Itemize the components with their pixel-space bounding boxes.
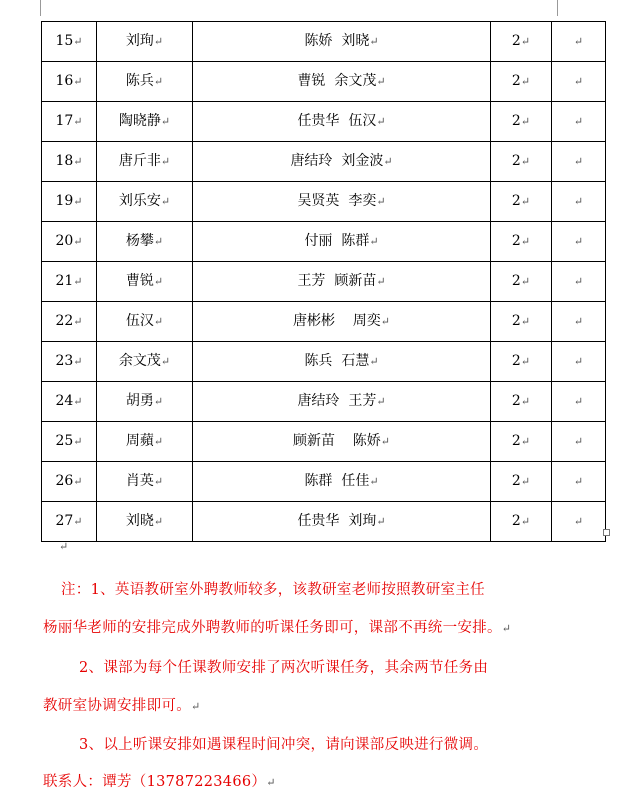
observation-count-cell[interactable] (491, 182, 552, 222)
cell-end-mark-icon: ↵ (160, 155, 171, 168)
remark-cell[interactable] (552, 222, 606, 262)
cell-end-mark-icon: ↵ (520, 315, 531, 328)
row-number-cell[interactable] (42, 342, 97, 382)
table-row (42, 102, 606, 142)
cell-end-mark-icon: ↵ (573, 155, 584, 168)
row-number-cell-text: 21 (55, 273, 74, 289)
cell-end-mark-icon: ↵ (73, 275, 83, 288)
cell-end-mark-icon: ↵ (369, 35, 379, 48)
note-line-4 (43, 694, 201, 715)
row-number-cell[interactable] (42, 302, 97, 342)
row-number-cell-text: 22 (55, 313, 74, 329)
teacher-name-cell-text: 余文茂 (118, 353, 161, 369)
remark-cell[interactable] (552, 262, 606, 302)
observers-cell[interactable] (193, 302, 491, 342)
cell-end-mark-icon: ↵ (73, 75, 83, 88)
observers-cell-text: 任贵华 刘珣 (297, 513, 377, 529)
cell-end-mark-icon: ↵ (153, 235, 164, 248)
teacher-name-cell-text: 唐斤非 (118, 153, 161, 169)
table-row (42, 262, 606, 302)
row-number-cell-text: 19 (55, 193, 74, 209)
note-line-5-text: 3、以上听课安排如遇课程时间冲突，请向课部反映进行微调。 (79, 737, 489, 753)
observation-count-cell-text: 2 (511, 273, 521, 289)
teacher-name-cell[interactable] (97, 342, 193, 382)
contact-text: 联系人：谭芳（13787223466） (43, 774, 267, 790)
cell-end-mark-icon: ↵ (376, 195, 386, 208)
table-row (42, 422, 606, 462)
row-number-cell-text: 20 (55, 233, 74, 249)
row-number-cell[interactable] (42, 382, 97, 422)
cell-end-mark-icon: ↵ (520, 115, 531, 128)
observers-cell-text: 陈娇 刘晓 (304, 33, 370, 49)
table-row (42, 462, 606, 502)
teacher-name-cell-text: 陶晓静 (118, 113, 161, 129)
cell-end-mark-icon: ↵ (73, 475, 83, 488)
cell-end-mark-icon: ↵ (520, 435, 531, 448)
row-number-cell[interactable] (42, 182, 97, 222)
observation-count-cell-text: 2 (511, 233, 521, 249)
teacher-name-cell[interactable] (97, 142, 193, 182)
cell-end-mark-icon: ↵ (369, 355, 379, 368)
observation-count-cell-text: 2 (511, 433, 521, 449)
teacher-name-cell-text: 陈兵 (125, 73, 154, 89)
cell-end-mark-icon: ↵ (573, 475, 584, 488)
row-number-cell-text: 16 (55, 73, 74, 89)
teacher-name-cell[interactable] (97, 62, 193, 102)
table-row (42, 62, 606, 102)
paragraph-mark-icon: ↵ (191, 700, 201, 713)
cell-end-mark-icon: ↵ (73, 35, 83, 48)
table-row (42, 302, 606, 342)
observation-count-cell-text: 2 (511, 33, 521, 49)
remark-cell[interactable] (552, 502, 606, 542)
observation-count-cell[interactable] (491, 302, 552, 342)
row-number-cell[interactable] (42, 102, 97, 142)
cell-end-mark-icon: ↵ (153, 515, 164, 528)
observation-count-cell[interactable] (491, 382, 552, 422)
teacher-name-cell-text: 肖英 (125, 473, 154, 489)
observers-cell-text: 唐结玲 王芳 (297, 393, 377, 409)
remark-cell[interactable] (552, 102, 606, 142)
cell-end-mark-icon: ↵ (520, 155, 531, 168)
observers-cell[interactable] (193, 222, 491, 262)
teacher-name-cell[interactable] (97, 382, 193, 422)
table-row (42, 222, 606, 262)
teacher-name-cell[interactable] (97, 222, 193, 262)
teacher-name-cell[interactable] (97, 22, 193, 62)
cell-end-mark-icon: ↵ (160, 195, 171, 208)
remark-cell[interactable] (552, 382, 606, 422)
cell-end-mark-icon: ↵ (153, 275, 164, 288)
observers-cell-text: 曹锐 余文茂 (297, 73, 377, 89)
remark-cell[interactable] (552, 302, 606, 342)
teacher-name-cell[interactable] (97, 502, 193, 542)
observers-cell[interactable] (193, 62, 491, 102)
observers-cell[interactable] (193, 342, 491, 382)
table-row (42, 142, 606, 182)
row-number-cell[interactable] (42, 22, 97, 62)
observers-cell-text: 顾新苗 陈娇 (292, 433, 381, 449)
teacher-name-cell[interactable] (97, 102, 193, 142)
row-number-cell[interactable] (42, 462, 97, 502)
observation-count-cell[interactable] (491, 222, 552, 262)
cell-end-mark-icon: ↵ (573, 115, 584, 128)
cell-end-mark-icon: ↵ (520, 355, 531, 368)
crop-mark-right (557, 0, 558, 16)
observers-cell-text: 陈群 任佳 (304, 473, 370, 489)
cell-end-mark-icon: ↵ (380, 315, 391, 328)
observation-count-cell[interactable] (491, 462, 552, 502)
cell-end-mark-icon: ↵ (573, 275, 584, 288)
note-line-3 (79, 656, 488, 677)
cell-end-mark-icon: ↵ (153, 475, 164, 488)
row-number-cell-text: 25 (55, 433, 74, 449)
observation-count-cell-text: 2 (511, 393, 521, 409)
note-line-1 (61, 578, 485, 599)
observers-cell-text: 付丽 陈群 (304, 233, 370, 249)
cell-end-mark-icon: ↵ (73, 515, 83, 528)
row-number-cell-text: 15 (55, 33, 74, 49)
observation-count-cell-text: 2 (511, 353, 521, 369)
cell-end-mark-icon: ↵ (73, 315, 83, 328)
cell-end-mark-icon: ↵ (520, 275, 531, 288)
table-row (42, 502, 606, 542)
observation-count-cell-text: 2 (511, 73, 521, 89)
note-line-2 (43, 616, 511, 637)
observers-cell-text: 唐彬彬 周奕 (292, 313, 381, 329)
cell-end-mark-icon: ↵ (153, 75, 164, 88)
observation-count-cell-text: 2 (511, 473, 521, 489)
cell-end-mark-icon: ↵ (376, 115, 386, 128)
observers-cell[interactable] (193, 462, 491, 502)
cell-end-mark-icon: ↵ (383, 155, 393, 168)
observers-cell-text: 王芳 顾新苗 (297, 273, 377, 289)
observation-count-cell[interactable] (491, 422, 552, 462)
cell-end-mark-icon: ↵ (573, 355, 584, 368)
cell-end-mark-icon: ↵ (73, 355, 83, 368)
cell-end-mark-icon: ↵ (73, 155, 83, 168)
note-line-3-text: 2、课部为每个任课教师安排了两次听课任务，其余两节任务由 (79, 660, 489, 676)
remark-cell[interactable] (552, 62, 606, 102)
cell-end-mark-icon: ↵ (573, 195, 584, 208)
cell-end-mark-icon: ↵ (153, 315, 164, 328)
row-number-cell-text: 18 (55, 153, 74, 169)
observers-cell-text: 陈兵 石慧 (304, 353, 370, 369)
observation-count-cell-text: 2 (511, 513, 521, 529)
teacher-name-cell[interactable] (97, 182, 193, 222)
teacher-name-cell-text: 胡勇 (125, 393, 154, 409)
observers-cell[interactable] (193, 22, 491, 62)
observation-count-cell[interactable] (491, 102, 552, 142)
remark-cell[interactable] (552, 462, 606, 502)
observation-count-cell[interactable] (491, 262, 552, 302)
observation-count-cell[interactable] (491, 342, 552, 382)
cell-end-mark-icon: ↵ (573, 395, 584, 408)
cell-end-mark-icon: ↵ (520, 235, 531, 248)
observers-cell[interactable] (193, 262, 491, 302)
cell-end-mark-icon: ↵ (369, 475, 379, 488)
observers-cell[interactable] (193, 102, 491, 142)
cell-end-mark-icon: ↵ (520, 75, 531, 88)
cell-end-mark-icon: ↵ (573, 515, 584, 528)
observation-count-cell[interactable] (491, 502, 552, 542)
row-number-cell-text: 23 (55, 353, 74, 369)
observation-count-cell-text: 2 (511, 113, 521, 129)
row-number-cell[interactable] (42, 502, 97, 542)
observers-cell[interactable] (193, 502, 491, 542)
table-row (42, 22, 606, 62)
note-line-1-text: 注：1、英语教研室外聘教师较多，该教研室老师按照教研室主任 (61, 582, 485, 598)
observation-count-cell[interactable] (491, 142, 552, 182)
cell-end-mark-icon: ↵ (73, 435, 83, 448)
row-number-cell-text: 24 (55, 393, 74, 409)
cell-end-mark-icon: ↵ (153, 435, 164, 448)
teacher-name-cell[interactable] (97, 262, 193, 302)
row-number-cell[interactable] (42, 262, 97, 302)
remark-cell[interactable] (552, 142, 606, 182)
teacher-name-cell[interactable] (97, 302, 193, 342)
cell-end-mark-icon: ↵ (376, 75, 386, 88)
teacher-name-cell-text: 刘珣 (125, 33, 154, 49)
table-row (42, 382, 606, 422)
contact-line (43, 770, 276, 791)
cell-end-mark-icon: ↵ (73, 195, 83, 208)
row-number-cell-text: 27 (55, 513, 74, 529)
row-number-cell-text: 17 (55, 113, 74, 129)
cell-end-mark-icon: ↵ (369, 235, 379, 248)
teacher-name-cell[interactable] (97, 422, 193, 462)
observation-count-cell[interactable] (491, 62, 552, 102)
note-line-5 (79, 733, 488, 754)
observation-count-cell-text: 2 (511, 193, 521, 209)
cell-end-mark-icon: ↵ (376, 395, 386, 408)
cell-end-mark-icon: ↵ (153, 395, 164, 408)
observation-count-cell-text: 2 (511, 153, 521, 169)
cell-end-mark-icon: ↵ (520, 395, 531, 408)
teacher-name-cell[interactable] (97, 462, 193, 502)
cell-end-mark-icon: ↵ (573, 75, 584, 88)
remark-cell[interactable] (552, 422, 606, 462)
teacher-name-cell-text: 伍汉 (125, 313, 154, 329)
observers-cell[interactable] (193, 422, 491, 462)
remark-cell[interactable] (552, 342, 606, 382)
observers-cell-text: 任贵华 伍汉 (297, 113, 377, 129)
paragraph-mark-icon: ↵ (59, 540, 69, 553)
cell-end-mark-icon: ↵ (573, 235, 584, 248)
paragraph-mark-icon: ↵ (266, 776, 276, 789)
row-number-cell-text: 26 (55, 473, 74, 489)
row-number-cell[interactable] (42, 422, 97, 462)
cell-end-mark-icon: ↵ (376, 515, 386, 528)
row-number-cell[interactable] (42, 142, 97, 182)
teacher-name-cell-text: 刘乐安 (118, 193, 161, 209)
observers-cell[interactable] (193, 382, 491, 422)
observers-cell-text: 唐结玲 刘金波 (290, 153, 384, 169)
cell-end-mark-icon: ↵ (73, 395, 83, 408)
teacher-name-cell-text: 杨攀 (125, 233, 154, 249)
cell-end-mark-icon: ↵ (573, 435, 584, 448)
note-line-2-text: 杨丽华老师的安排完成外聘教师的听课任务即可，课部不再统一安排。 (43, 620, 502, 636)
observation-count-cell[interactable] (491, 22, 552, 62)
cell-end-mark-icon: ↵ (380, 435, 391, 448)
table-resize-handle[interactable] (603, 529, 610, 536)
observers-cell[interactable] (193, 182, 491, 222)
cell-end-mark-icon: ↵ (160, 115, 171, 128)
cell-end-mark-icon: ↵ (520, 195, 531, 208)
cell-end-mark-icon: ↵ (573, 35, 584, 48)
cell-end-mark-icon: ↵ (520, 35, 531, 48)
cell-end-mark-icon: ↵ (73, 115, 83, 128)
cell-end-mark-icon: ↵ (520, 515, 531, 528)
cell-end-mark-icon: ↵ (376, 275, 386, 288)
row-number-cell[interactable] (42, 222, 97, 262)
cell-end-mark-icon: ↵ (573, 315, 584, 328)
teacher-name-cell-text: 曹锐 (125, 273, 154, 289)
cell-end-mark-icon: ↵ (520, 475, 531, 488)
cell-end-mark-icon: ↵ (73, 235, 83, 248)
paragraph-mark-icon: ↵ (501, 622, 512, 635)
observers-cell[interactable] (193, 142, 491, 182)
teacher-name-cell-text: 刘晓 (125, 513, 154, 529)
lesson-observation-table (41, 21, 606, 542)
observers-cell-text: 吴贤英 李奕 (297, 193, 377, 209)
crop-mark-left (40, 0, 41, 16)
remark-cell[interactable] (552, 182, 606, 222)
cell-end-mark-icon: ↵ (160, 355, 171, 368)
cell-end-mark-icon: ↵ (153, 35, 164, 48)
note-line-4-text: 教研室协调安排即可。 (43, 698, 191, 714)
table-row (42, 342, 606, 382)
row-number-cell[interactable] (42, 62, 97, 102)
observation-count-cell-text: 2 (511, 313, 521, 329)
remark-cell[interactable] (552, 22, 606, 62)
table-row (42, 182, 606, 222)
teacher-name-cell-text: 周蘋 (125, 433, 154, 449)
